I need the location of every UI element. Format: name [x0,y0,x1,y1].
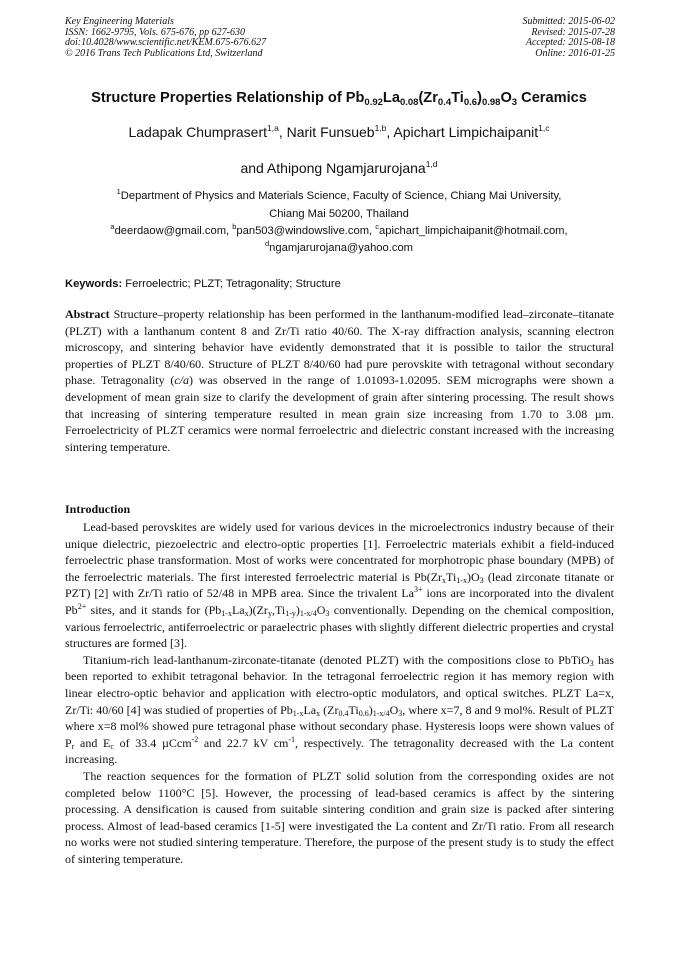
author-list: Ladapak Chumprasert$^{1,a}$, Narit Funsueb$^{1,b}$, Apichart Limpichaipanit$^{1,c}$ [128,123,550,140]
date-online: Online: 2016-01-25 [535,47,615,59]
journal-issn: ISSN: 1662-9795, Vols. 675-676, pp 627-630 [65,26,245,38]
section-heading-introduction: Introduction [65,502,131,516]
affiliation-email-d: $^d$ngamjarurojana@yahoo.com [265,239,413,254]
email-c: apichart_limpichaipanit@hotmail.com, [379,225,568,237]
journal-name: Key Engineering Materials [65,16,174,27]
journal-header-left [65,17,266,59]
intro-paragraph-2: Titanium-rich lead-lanthanum-zirconate-titanate (denoted PLZT) with the compositions close to PbTiO$_3$ has been reported to exhibit tetragonal behavior. In the tetragonal ferroelectric region it has memory region with linear electro-optic behavior and application with electro-optic modulators, and optical switches. PLZT La=x, Zr/Ti: 40/60 [4] was studied of properties of $Pb_{1-x}La_x$ $(Zr_{0.4}Ti_{0.6})_{1-x/4}O_3$, where x=7, 8 and 9 mol%. Result of PLZT where x=8 mol% showed pure tetragonal phase without secondary phase. Hysteresis loops were shown values of $P_r$ and $E_c$ of 33.4 µCcm$^{-2}$ and 22.7 kV $cm^{-1}$, respectively. The tetragonality decreased with the La content increasing. [65,652,615,767]
paper-title: Structure Properties Relationship of $Pb_{0.92}La_{0.08}(Zr_{0.4}Ti_{0.6})_{0.98}O_3$ Ceramics [91,90,587,108]
affiliation-line1: $^1$Department of Physics and Materials Science, Faculty of Science, Chiang Mai University, [116,187,562,202]
email-b: pan503@windowslive.com, [236,225,376,237]
affiliation-line2: Chiang Mai 50200, Thailand [269,208,409,220]
journal-copyright: © 2016 Trans Tech Publications Ltd, Switzerland [65,47,263,59]
date-accepted: Accepted: 2015-08-18 [525,37,615,49]
email-a: deerdaow@gmail.com, [114,225,233,237]
journal-header-right [523,17,616,59]
introduction-body [65,519,614,867]
abstract: Abstract Structure–property relationship has been performed in the lanthanum-modified lead–zirconate–titanate (PLZT) with a lanthanum content 8 and Zr/Ti ratio 40/60. The X-ray diffraction analysis, scanning electron microscopy, and sintering behavior have evidently demonstrated that it is possible to tailor the structural properties of PLZT 8/40/60. Structure of PLZT 8/40/60 had pure perovskite with tetragonal without secondary phase. Tetragonality (c/a) was observed in the range of 1.01093-1.02095. SEM micrographs were shown a development of mean grain size to clarify the development of grain after sintering processing. The result shows that increasing of sintering temperature resulted in mean grain size increasing from 1.70 to 3.08 µm. Ferroelectricity of PLZT ceramics were normal ferroelectric and dielectric constant increased with the increasing sintering temperature. [65,307,614,454]
affiliation-emails: $^a$deerdaow@gmail.com, $^b$pan503@windowslive.com, $^c$apichart_limpichaipanit@hotmail.com, [110,222,568,237]
intro-paragraph-1: Lead-based perovskites are widely used for various devices in the microelectronics industry because of their unique dielectric, piezoelectric and electro-optic properties [1]. Ferroelectric materials exhibit a field-induced ferroelectric phase transformation. Most of works were concentrated for morphotropic phase boundary (MPB) of the ferroelectric materials. The first interested ferroelectric material is $Pb(Zr_xTi_{1-x})O_3$ (lead zirconate titanate or PZT) [2] with Zr/Ti ratio of 52/48 in MPB area. Since the trivalent $La^{3+}$ ions are incorporated into the divalent $Pb^{2+}$ sites, and it stands for $(Pb_{1-x}La_x)(Zr_y,Ti_{1-y})_{1-x/4}O_3$ conventionally. Depending on the chemical composition, various ferroelectric, antiferroelectric or paraelectric phases with slightly different dielectric properties and crystal structures are formed [3]. [65,520,614,651]
keywords: Keywords: Ferroelectric; PLZT; Tetragonality; Structure [65,278,341,290]
abstract-label: Abstract [65,307,110,321]
intro-paragraph-3: The reaction sequences for the formation of PLZT solid solution from the corresponding oxides are not completed below 1100°C [5]. However, the processing of lead-based ceramics is affect by the sintering processing. A densification is caused from suitable sintering condition and grain size is packed after sintering process. Almost of lead-based ceramics [1-5] were investigated the La content and Zr/Ti ratio. From all research no works were not studied sintering temperature. Therefore, the purpose of the present study is to study the effect of sintering temperature. [65,768,614,866]
date-revised: Revised: 2015-07-28 [531,26,615,38]
author-list-line2: and Athipong Ngamjarurojana$^{1,d}$ [240,159,438,176]
journal-doi: doi:10.4028/www.scientific.net/KEM.675-676.627 [65,37,267,49]
date-submitted: Submitted: 2015-06-02 [522,16,615,27]
email-d: ngamjarurojana@yahoo.com [269,242,413,254]
